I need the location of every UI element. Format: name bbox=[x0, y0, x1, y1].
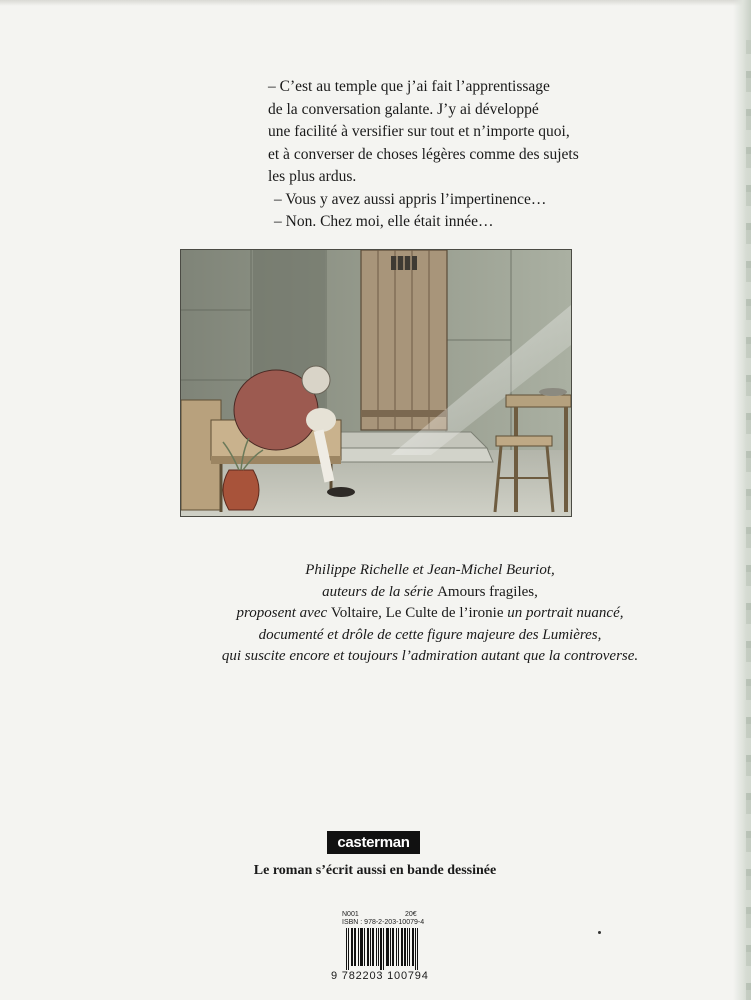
barcode-bar bbox=[413, 928, 414, 966]
blurb-propose-line bbox=[200, 603, 660, 625]
barcode-bar bbox=[355, 928, 356, 966]
barcode-bar bbox=[383, 928, 384, 970]
barcode-bar bbox=[364, 928, 365, 966]
publisher-tagline: Le roman s’écrit aussi en bande dessinée bbox=[253, 863, 497, 878]
barcode-bar bbox=[367, 928, 368, 966]
quote-line-5: les plus ardus. bbox=[268, 168, 357, 185]
illustration-drawing bbox=[181, 250, 571, 516]
barcode-digits: 9 782203 100794 bbox=[331, 970, 429, 982]
price: 20€ bbox=[405, 911, 417, 918]
barcode-bar bbox=[417, 928, 418, 970]
quote-line-3: une facilité à versifier sur tout et n’importe quoi, bbox=[268, 123, 570, 140]
barcode-bar bbox=[372, 928, 373, 966]
blurb-line-5: qui suscite encore et toujours l’admiration autant que la controverse. bbox=[221, 648, 639, 664]
barcode-bar bbox=[360, 928, 361, 966]
blurb-authors: Philippe Richelle et Jean-Michel Beuriot, bbox=[305, 562, 555, 578]
barcode-bar bbox=[407, 928, 408, 966]
barcode-bar bbox=[361, 928, 362, 966]
barcode-bar bbox=[396, 928, 397, 966]
blurb-book-title: Voltaire, Le Culte de l’ironie bbox=[330, 605, 504, 621]
barcode-bar bbox=[387, 928, 388, 966]
blurb-series-pre: auteurs de la série bbox=[322, 583, 438, 600]
barcode-bar bbox=[388, 928, 389, 966]
prison-cell-illustration bbox=[180, 249, 572, 517]
blurb-series-line bbox=[200, 582, 660, 604]
product-code: N001 bbox=[342, 911, 359, 918]
barcode-bar bbox=[404, 928, 405, 966]
isbn-barcode bbox=[346, 928, 418, 970]
barcode-bar bbox=[398, 928, 399, 966]
barcode-bar bbox=[380, 928, 381, 970]
barcode-bar bbox=[412, 928, 413, 966]
barcode-bar bbox=[409, 928, 410, 966]
wooden-door bbox=[361, 250, 447, 430]
barcode-bar bbox=[393, 928, 394, 966]
barcode-bar bbox=[346, 928, 347, 970]
barcode-bar bbox=[368, 928, 369, 966]
blurb-propose-post: un portrait nuancé, bbox=[503, 605, 624, 621]
quote-line-1: – C’est au temple que j’ai fait l’apprentissage bbox=[268, 78, 550, 95]
quote-line-6: – Vous y avez aussi appris l’impertinence… bbox=[274, 190, 547, 208]
casterman-logo: casterman bbox=[327, 831, 420, 854]
barcode-bar bbox=[378, 928, 379, 966]
blurb-line-4: documenté et drôle de cette figure majeure des Lumières, bbox=[258, 626, 602, 643]
barcode-bar bbox=[415, 928, 416, 970]
isbn-text: ISBN : 978-2-203-10079-4 bbox=[342, 919, 425, 926]
quote-line-7: – Non. Chez moi, elle était innée… bbox=[274, 213, 494, 230]
page-right-strip bbox=[746, 40, 751, 1000]
quote-line-2: de la conversation galante. J’y ai développé bbox=[268, 100, 539, 118]
scan-speck bbox=[598, 931, 601, 934]
barcode-bar bbox=[373, 928, 374, 966]
barcode-bar bbox=[381, 928, 382, 970]
barcode-bar bbox=[358, 928, 359, 966]
blurb-propose-pre: proposent avec bbox=[236, 605, 331, 621]
barcode-bar bbox=[401, 928, 402, 966]
barcode-bar bbox=[405, 928, 406, 966]
barcode-bar bbox=[370, 928, 371, 966]
barcode-bar bbox=[386, 928, 387, 966]
quote-line-4: et à converser de choses légères comme des sujets bbox=[268, 145, 579, 163]
barcode-bar bbox=[392, 928, 393, 966]
barcode-bar bbox=[362, 928, 363, 966]
barcode-bar bbox=[390, 928, 391, 966]
barcode-bar bbox=[351, 928, 352, 966]
barcode-bar bbox=[352, 928, 353, 966]
barcode-bar bbox=[402, 928, 403, 966]
page-top-edge bbox=[0, 0, 751, 6]
barcode-bar bbox=[354, 928, 355, 966]
dialogue-quote bbox=[268, 76, 588, 234]
barcode-bar bbox=[376, 928, 377, 966]
barcode-bar bbox=[348, 928, 349, 970]
blurb-series-title: Amours fragiles, bbox=[437, 583, 538, 600]
book-description bbox=[200, 560, 660, 668]
